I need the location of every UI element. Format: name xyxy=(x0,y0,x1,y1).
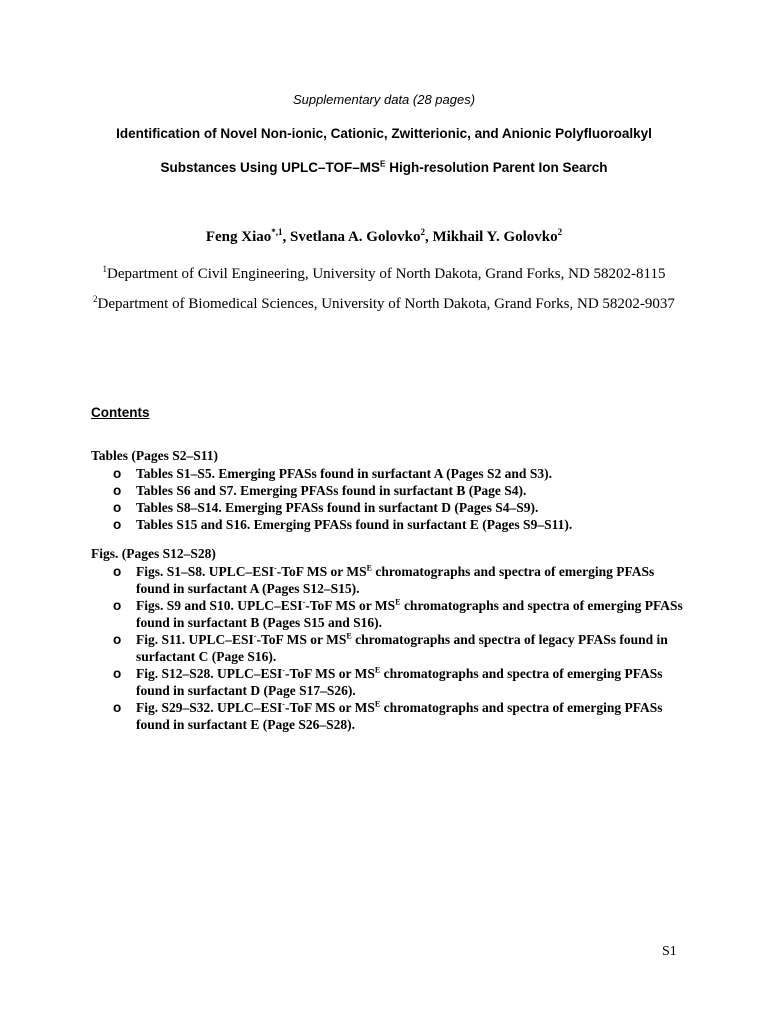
bullet-icon: o xyxy=(113,466,122,481)
author-2-sup: 2 xyxy=(420,227,425,237)
author-list xyxy=(0,229,768,246)
bullet-icon: o xyxy=(113,598,122,613)
page-number: S1 xyxy=(662,944,677,959)
figs-item-pre: Fig. S29–S32. UPLC–ESI xyxy=(136,700,283,715)
list-item xyxy=(91,631,691,665)
tables-item-text: Tables S15 and S16. Emerging PFASs found in surfactant E (Pages S9–S11). xyxy=(136,517,573,532)
affiliation-2-text: Department of Biomedical Sciences, University of North Dakota, Grand Forks, ND 58202-9037 xyxy=(97,296,675,312)
author-2-name: , Svetlana A. Golovko xyxy=(282,229,421,245)
bullet-icon: o xyxy=(113,500,122,515)
figs-item-sup-minus: - xyxy=(253,631,257,641)
affiliation-2 xyxy=(0,296,768,313)
list-item xyxy=(91,465,691,482)
figs-item-sup-e: E xyxy=(395,597,401,607)
title-line-2-post: High-resolution Parent Ion Search xyxy=(385,160,608,175)
affiliation-2-sup: 2 xyxy=(93,294,98,304)
tables-item-text: Tables S1–S5. Emerging PFASs found in surfactant A (Pages S2 and S3). xyxy=(136,466,552,481)
affiliation-1-sup: 1 xyxy=(102,264,107,274)
figs-item-sup-minus: - xyxy=(282,665,285,675)
figs-item-post: chromatographs and spectra of emerging PFASs found in surfactant D (Page S17–S26). xyxy=(136,666,663,698)
list-item xyxy=(91,597,691,631)
figs-item-pre: Figs. S1–S8. UPLC–ESI xyxy=(136,564,275,579)
list-item xyxy=(91,563,691,597)
figs-item-mid: -ToF MS or MS xyxy=(305,598,396,613)
title-line-1: Identification of Novel Non-ionic, Cationic, Zwitterionic, and Anionic Polyfluoroalkyl xyxy=(116,126,652,141)
title-line-2 xyxy=(0,160,768,175)
author-1-sup: *,1 xyxy=(271,227,283,237)
figs-item-post: chromatographs and spectra of emerging PFASs found in surfactant B (Pages S15 and S16). xyxy=(136,598,683,630)
figs-item-sup-e: E xyxy=(366,563,373,573)
bullet-icon: o xyxy=(113,700,122,715)
figs-item-post: chromatographs and spectra of legacy PFASs found in surfactant C (Page S16). xyxy=(136,632,668,664)
list-item xyxy=(91,699,691,733)
figs-item-sup-minus: - xyxy=(282,699,285,709)
tables-heading: Tables (Pages S2–S11) xyxy=(91,448,219,463)
figs-item-sup-minus: - xyxy=(302,597,306,607)
tables-list xyxy=(91,465,691,533)
figs-item-sup-minus: - xyxy=(274,563,277,573)
figs-heading: Figs. (Pages S12–S28) xyxy=(91,546,216,561)
affiliation-1 xyxy=(0,266,768,283)
author-3-sup: 2 xyxy=(557,227,563,237)
figs-item-mid: -ToF MS or MS xyxy=(284,666,375,681)
list-item xyxy=(91,665,691,699)
figs-item-mid: -ToF MS or MS xyxy=(276,564,367,579)
bullet-icon: o xyxy=(113,564,122,579)
figs-list xyxy=(91,563,691,733)
figs-item-mid: -ToF MS or MS xyxy=(284,700,375,715)
tables-item-text: Tables S6 and S7. Emerging PFASs found in surfactant B (Page S4). xyxy=(136,483,527,498)
figs-item-pre: Figs. S9 and S10. UPLC–ESI xyxy=(136,598,303,613)
title-superscript: E xyxy=(380,159,386,169)
figs-item-post: chromatographs and spectra of emerging PFASs found in surfactant A (Pages S12–S15). xyxy=(136,564,655,596)
figs-item-sup-e: E xyxy=(346,631,352,641)
supplementary-note: Supplementary data (28 pages) xyxy=(292,92,476,107)
bullet-icon: o xyxy=(113,632,122,647)
affiliation-1-text: Department of Civil Engineering, University of North Dakota, Grand Forks, ND 58202-8115 xyxy=(106,266,666,282)
tables-item-text: Tables S8–S14. Emerging PFASs found in surfactant D (Pages S4–S9). xyxy=(136,500,539,515)
figs-item-pre: Fig. S12–S28. UPLC–ESI xyxy=(136,666,283,681)
figs-item-sup-e: E xyxy=(374,699,381,709)
bullet-icon: o xyxy=(113,666,122,681)
list-item xyxy=(91,482,691,499)
figs-item-post: chromatographs and spectra of emerging PFASs found in surfactant E (Page S26–S28). xyxy=(136,700,663,732)
bullet-icon: o xyxy=(113,483,122,498)
title-line-2-pre: Substances Using UPLC–TOF–MS xyxy=(160,160,381,175)
figs-item-pre: Fig. S11. UPLC–ESI xyxy=(136,632,254,647)
list-item xyxy=(91,499,691,516)
bullet-icon: o xyxy=(113,517,122,532)
author-1-name: Feng Xiao xyxy=(205,229,272,245)
list-item xyxy=(91,516,691,533)
figs-item-mid: -ToF MS or MS xyxy=(256,632,347,647)
figs-item-sup-e: E xyxy=(374,665,381,675)
author-3-name: , Mikhail Y. Golovko xyxy=(424,229,558,245)
contents-heading: Contents xyxy=(91,405,150,420)
